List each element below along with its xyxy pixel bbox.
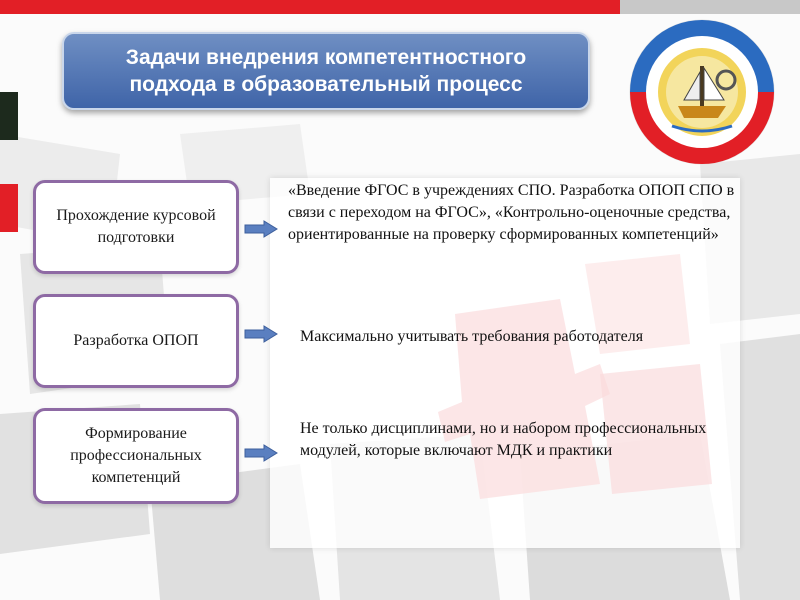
detail-course-training: «Введение ФГОС в учреждениях СПО. Разработка ОПОП СПО в связи с переходом на ФГОС», «Контрольно-оценочные средства, ориентированные на проверку сформированных компетенций» — [288, 182, 735, 243]
detail-competence-formation: Не только дисциплинами, но и набором профессиональных модулей, которые включают МДК и практики — [300, 420, 707, 459]
left-dark-tab — [0, 92, 18, 140]
slide-title: Задачи внедрения компетентностного подхода в образовательный процесс — [125, 46, 527, 96]
task-label-opop-development: Разработка ОПОП — [73, 332, 199, 349]
top-red-bar — [0, 0, 800, 14]
task-label-competence-formation: Формирование профессиональных компетенций — [70, 425, 202, 486]
task-box-opop-development — [33, 294, 239, 388]
task-label-course-training: Прохождение курсовой подготовки — [56, 207, 216, 246]
task-box-competence-formation — [33, 408, 239, 504]
arrow-right-icon — [244, 444, 278, 462]
top-bar-gray-segment — [620, 0, 800, 14]
left-red-tab — [0, 184, 18, 232]
slide-title-box — [62, 32, 590, 110]
arrow-right-icon — [244, 325, 278, 343]
task-box-course-training — [33, 180, 239, 274]
arrow-right-icon — [244, 220, 278, 238]
detail-opop-development: Максимально учитывать требования работодателя — [300, 328, 644, 345]
college-logo-emblem — [622, 14, 782, 166]
